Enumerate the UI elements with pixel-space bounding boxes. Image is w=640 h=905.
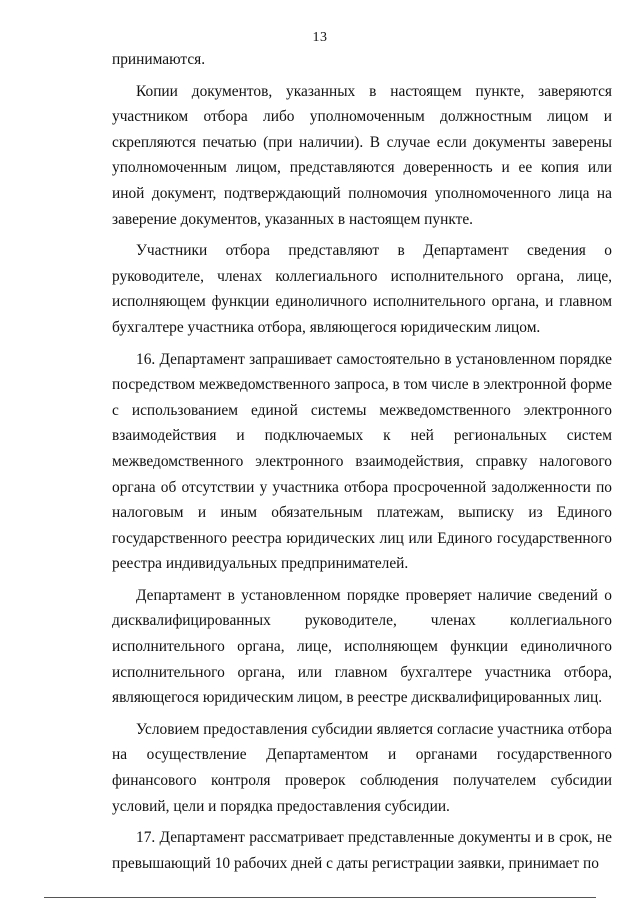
- paragraph-disqualified-check: Департамент в установленном порядке проверяет наличие сведений о дисквалифицированных руководителе, членах коллегиального исполнительного органа, лице, исполняющем функции единоличного исполнительного органа, или главном бухгалтере участника отбора, являющегося юридическим лицом, в реестре дисквалифицированных лиц.: [112, 586, 612, 707]
- paragraph-subsidy-condition: Условием предоставления субсидии является согласие участника отбора на осуществление Департаментом и органами государственного финансового контроля проверок соблюдения получателем субсидии условий, цели и порядка предоставления субсидии.: [112, 720, 612, 815]
- paragraph-copies-certification: Копии документов, указанных в настоящем пункте, заверяются участником отбора либо уполномоченным должностным лицом и скрепляются печатью (при наличии). В случае если документы заверены уполномоченным лицом, представляются доверенность и ее копия или иной документ, подтверждающий полномочия уполномоченного лица на заверение документов, указанных в настоящем пункте.: [112, 82, 612, 228]
- paragraph-item-16: 16. Департамент запрашивает самостоятельно в установленном порядке посредством межведомственного запроса, в том числе в электронной форме с использованием единой системы межведомственного электронного взаимодействия и подключаемых к ней региональных систем межведомственного электронного взаимодействия, справку налогового органа об отсутствии у участника отбора просроченной задолженности по налоговым и иным обязательным платежам, выписку из Единого государственного реестра юридических лиц или Единого государственного реестра индивидуальных предпринимателей.: [112, 350, 612, 573]
- paragraph-item-17: 17. Департамент рассматривает представленные документы и в срок, не превышающий 10 рабочих дней с даты регистрации заявки, принимает по: [112, 829, 612, 872]
- paragraph-participants-info: Участники отбора представляют в Департамент сведения о руководителе, членах коллегиального исполнительного органа, лице, исполняющем функции единоличного исполнительного органа, и главном бухгалтере участника отбора, являющегося юридическим лицом.: [112, 242, 612, 336]
- page-number: 13: [312, 30, 328, 45]
- paragraph-continuation: принимаются.: [112, 51, 206, 68]
- footer-divider: [44, 897, 596, 898]
- document-body: [112, 47, 612, 876]
